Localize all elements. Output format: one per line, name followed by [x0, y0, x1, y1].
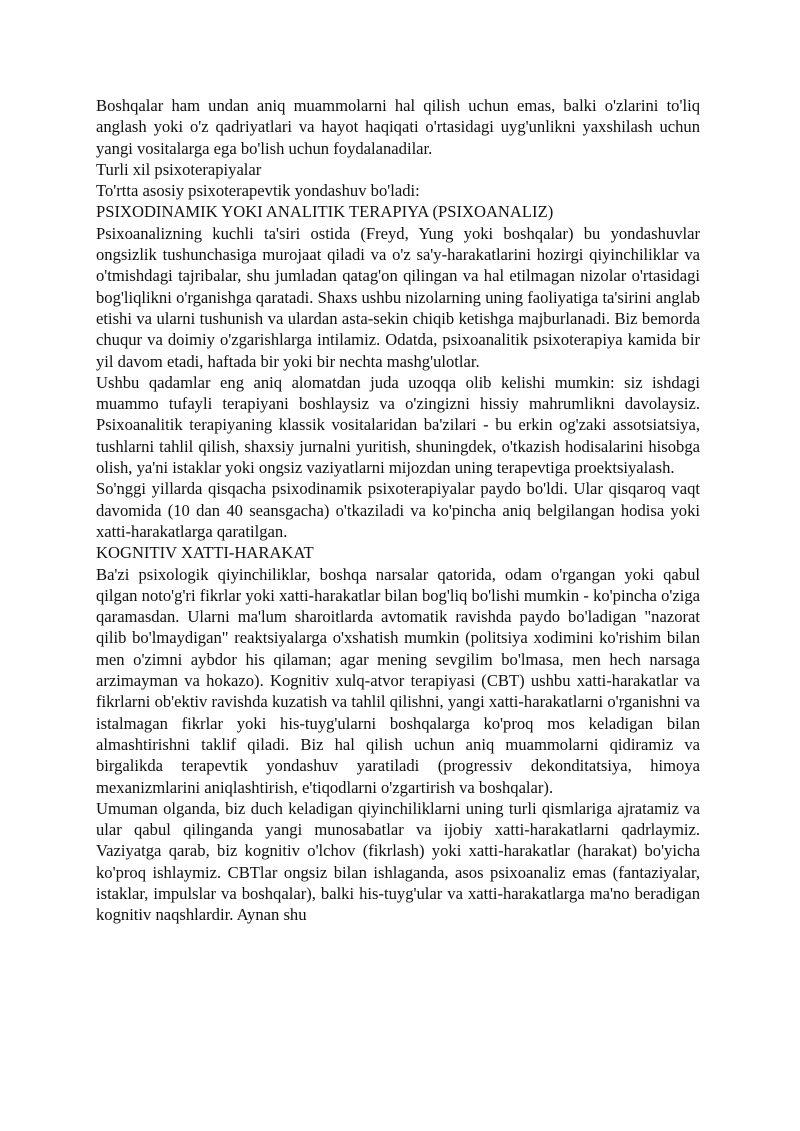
paragraph-four-approaches: To'rtta asosiy psixoterapevtik yondashuv bo'ladi:	[96, 181, 420, 201]
paragraph-brief-psychodynamic: So'nggi yillarda qisqacha psixodinamik psixoterapiyalar paydo bo'ldi. Ular qisqaroq vaqt davomida (10 dan 40 seansgacha) o'tkaziladi va ko'pincha aniq belgilangan hodisa yoki xatti-harakatlarga qaratilgan.	[96, 479, 700, 541]
paragraph-cbt: Ba'zi psixologik qiyinchiliklar, boshqa narsalar qatorida, odam o'rgangan yoki qabul qilgan noto'g'ri fikrlar yoki xatti-harakatlar bilan bog'liq bo'lishi mumkin - ko'pincha o'ziga qaramasdan. Ularni ma'lum sharoitlarda avtomatik ravishda paydo bo'ladigan "nazorat qilib bo'lmaydigan" reaktsiyalarga o'xshatish mumkin (politsiya xodimini ko'rishim bilan men o'zimni aybdor his qilaman; agar mening sevgilim bo'lmasa, men hech narsaga arzimayman va hokazo). Kognitiv xulq-atvor terapiyasi (CBT) ushbu xatti-harakatlar va fikrlarni ob'ektiv ravishda kuzatish va tahlil qilishni, yangi xatti-harakatlarni o'rganishni va istalmagan fikrlar yoki his-tuyg'ularni boshqalarga ko'proq mos keladigan bilan almashtirishni taklif qiladi. Biz hal qilish uchun aniq muammolarni qidiramiz va birgalikda terapevtik yondashuv yaratiladi (progressiv dekonditatsiya, himoya mexanizmlarini aniqlashtirish, e'tiqodlarni o'zgartirish va boshqalar).	[96, 564, 700, 797]
heading-psychodynamic-therapy: PSIXODINAMIK YOKI ANALITIK TERAPIYA (PSIXOANALIZ)	[96, 202, 554, 222]
heading-types-of-psychotherapy: Turli xil psixoterapiyalar	[96, 159, 262, 179]
paragraph-general: Umuman olganda, biz duch keladigan qiyinchiliklarni uning turli qismlariga ajratamiz va ular qabul qilinganda yangi munosabatlar va ijobiy xatti-harakatlarni qadrlaymiz. Vaziyatga qarab, biz kognitiv o'lchov (fikrlash) yoki xatti-harakatlar (harakat) bo'yicha ko'proq ishlaymiz. CBTlar ongsiz bilan ishlaganda, asos psixoanaliz emas (fantaziyalar, istaklar, impulslar va boshqalar), balki his-tuyg'ular va xatti-harakatlarga ma'no beradigan kognitiv naqshlardir. Aynan shu	[96, 798, 700, 925]
document-page	[96, 95, 700, 926]
paragraph-steps: Ushbu qadamlar eng aniq alomatdan juda uzoqqa olib kelishi mumkin: siz ishdagi muammo tufayli terapiyani boshlaysiz va o'zingizni hissiy mahrumlikni davolaysiz. Psixoanalitik terapiyaning klassik vositalaridan ba'zilari - bu erkin og'zaki assotsiatsiya, tushlarni tahlil qilish, shaxsiy jurnalni yuritish, shuningdek, o'tkazish hodisalarini hisobga olish, ya'ni istaklar yoki ongsiz vaziyatlarni mijozdan uning terapevtiga proektsiyalash.	[96, 372, 700, 478]
heading-cognitive-behavioral: KOGNITIV XATTI-HARAKAT	[96, 543, 314, 563]
paragraph-intro: Boshqalar ham undan aniq muammolarni hal qilish uchun emas, balki o'zlarini to'liq anglash yoki o'z qadriyatlari va hayot haqiqati o'rtasidagi uyg'unlikni yaxshilash uchun yangi vositalarga ega bo'lish uchun foydalanadilar.	[96, 96, 700, 158]
paragraph-psychoanalysis: Psixoanalizning kuchli ta'siri ostida (Freyd, Yung yoki boshqalar) bu yondashuvlar ongsizlik tushunchasiga murojaat qiladi va o'z sa'y-harakatlarini hozirgi qiyinchiliklar va o'tmishdagi tajribalar, shu jumladan qatag'on qilingan va hal etilmagan nizolar o'rtasidagi bog'liqlikni o'rganishga qaratadi. Shaxs ushbu nizolarning uning faoliyatiga ta'sirini anglab etishi va ularni tushunish va ulardan asta-sekin chiqib ketishga majburlanadi. Biz bemorda chuqur va doimiy o'zgarishlarga intilamiz. Odatda, psixoanalitik psixoterapiya kamida bir yil davom etadi, haftada bir yoki bir nechta mashg'ulotlar.	[96, 223, 700, 371]
